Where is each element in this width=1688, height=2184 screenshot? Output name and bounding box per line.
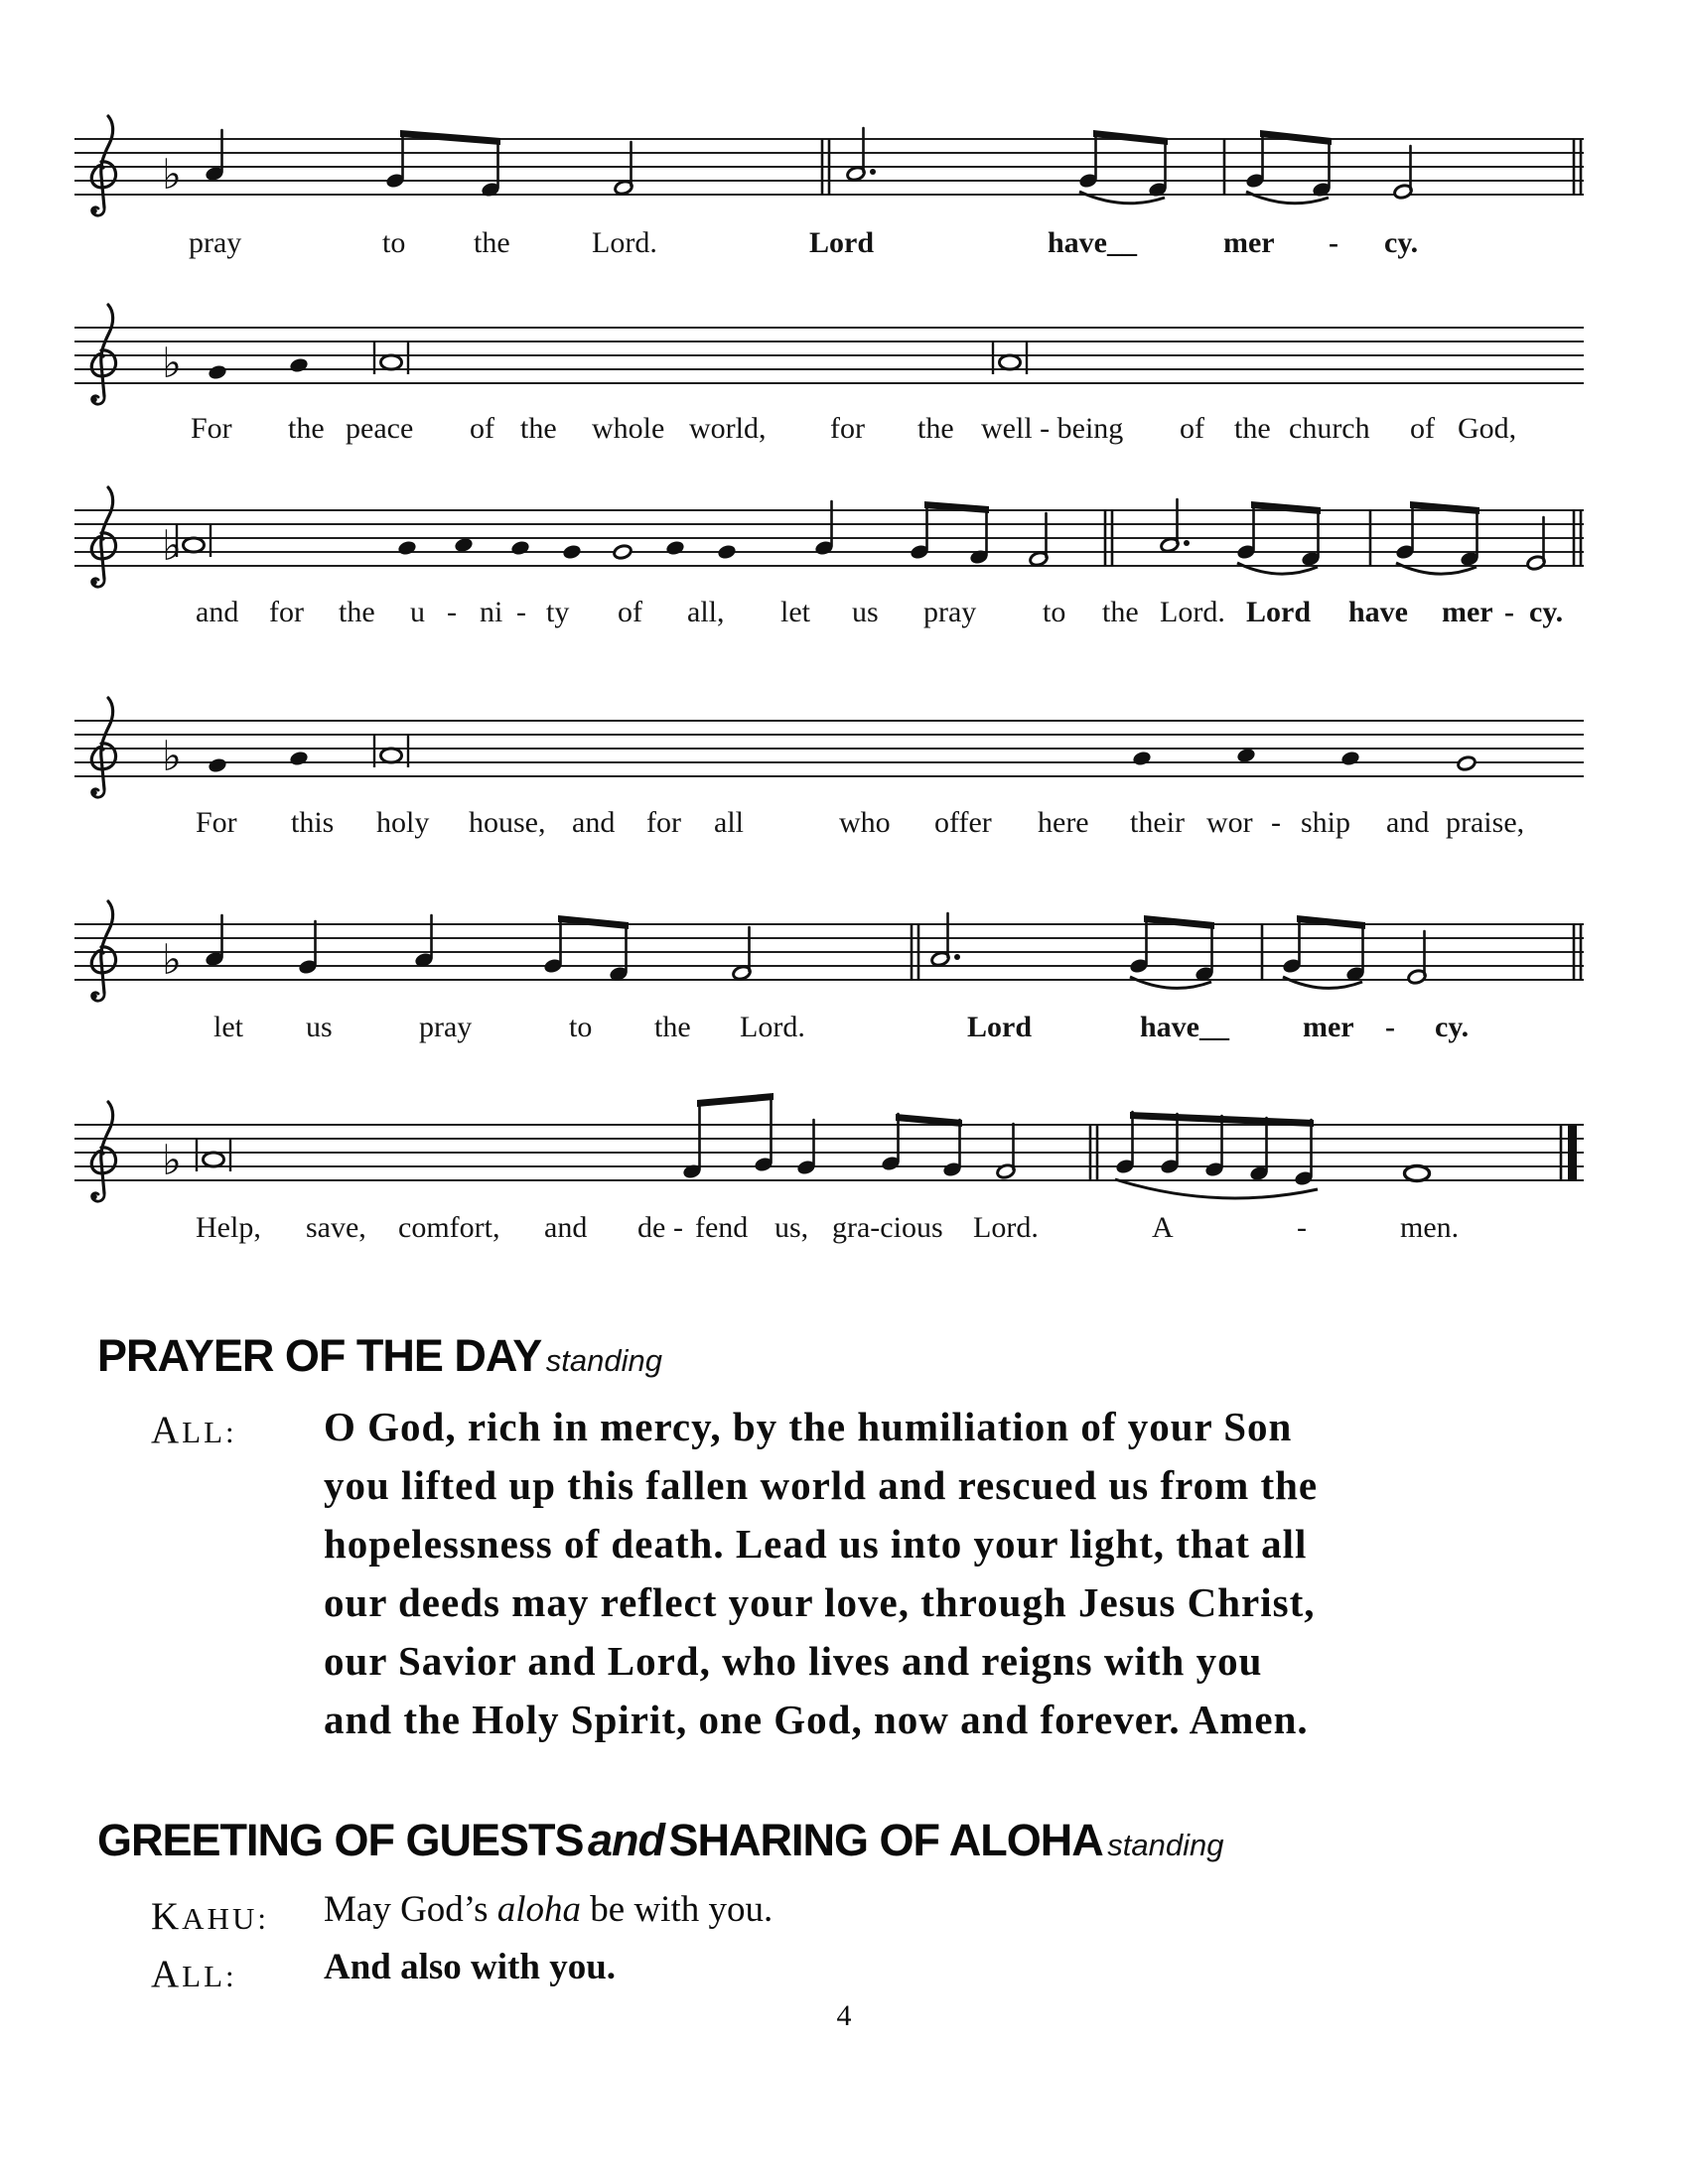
- lyrics-line-6: [0, 1211, 1688, 1253]
- lyric-word: cy.: [1384, 226, 1419, 259]
- lyric-word: house,: [469, 806, 546, 839]
- lyric-word: Lord: [1246, 596, 1312, 628]
- lyric-word: -: [1297, 1211, 1307, 1244]
- lyric-word: all: [714, 806, 744, 839]
- lyrics-line-2: [0, 412, 1688, 454]
- staff-system-5: [74, 880, 1594, 1028]
- lyric-word: -: [1271, 806, 1281, 839]
- lyric-word: -: [1504, 596, 1514, 628]
- lyric-word: of: [470, 412, 494, 445]
- prayer-line: our deeds may reflect your love, through Jesus Christ,: [324, 1579, 1316, 1625]
- lyric-word: their: [1130, 806, 1185, 839]
- lyric-word: -: [1329, 226, 1338, 259]
- lyric-word: us: [306, 1011, 333, 1043]
- all-response-line: And also with you.: [324, 1947, 617, 1987]
- lyric-word: wor: [1206, 806, 1253, 839]
- kahu-line-pre: May God’s: [324, 1889, 497, 1930]
- lyric-word: save,: [306, 1211, 366, 1244]
- lyric-word: ty: [546, 596, 570, 628]
- lyric-word: world,: [689, 412, 767, 445]
- lyric-word: to: [1043, 596, 1066, 628]
- lyric-word: have__: [1140, 1011, 1229, 1043]
- lyric-word: God,: [1458, 412, 1517, 445]
- lyrics-line-1: [0, 226, 1688, 268]
- lyric-word: ni: [480, 596, 503, 628]
- notes-group: [208, 341, 1027, 381]
- staff-system-6: [74, 1080, 1594, 1229]
- lyric-word: peace: [346, 412, 414, 445]
- prayer-rubric: standing: [545, 1343, 662, 1378]
- lyric-word: whole: [592, 412, 665, 445]
- lyric-word: this: [291, 806, 335, 839]
- prayer-title: PRAYER OF THE DAY: [97, 1330, 542, 1381]
- lyric-word: to: [569, 1011, 593, 1043]
- greeting-title-2: SHARING OF ALOHA: [668, 1815, 1103, 1865]
- staff-system-1: [74, 94, 1594, 243]
- lyric-word: well - being: [981, 412, 1124, 445]
- kahu-line: [324, 1888, 773, 1931]
- lyric-word: let: [780, 596, 810, 628]
- kahu-line-aloha: aloha: [496, 1889, 582, 1930]
- lyric-word: pray: [923, 596, 977, 628]
- lyric-word: -: [447, 596, 457, 628]
- lyric-word: cy.: [1529, 596, 1564, 628]
- lyric-word: -: [516, 596, 526, 628]
- lyric-word: all,: [687, 596, 725, 628]
- lyric-word: For: [196, 806, 237, 839]
- lyric-word: the: [520, 412, 557, 445]
- lyric-word: the: [917, 412, 954, 445]
- lyric-word: de: [637, 1211, 666, 1244]
- lyric-word: and: [544, 1211, 588, 1244]
- lyric-word: Lord.: [740, 1011, 805, 1043]
- lyric-word: let: [213, 1011, 243, 1043]
- lyric-word: ship: [1301, 806, 1351, 839]
- lyric-word: and: [572, 806, 616, 839]
- lyric-word: the: [1234, 412, 1271, 445]
- lyric-word: to: [382, 226, 406, 259]
- lyric-word: comfort,: [398, 1211, 500, 1244]
- lyric-word: have__: [1048, 226, 1137, 259]
- lyric-word: of: [1410, 412, 1435, 445]
- prayer-line: hopelessness of death. Lead us into your light, that all: [324, 1521, 1308, 1567]
- lyric-word: the: [1102, 596, 1139, 628]
- lyric-word: pray: [189, 226, 242, 259]
- lyric-word: Lord: [809, 226, 875, 259]
- lyric-word: of: [1180, 412, 1204, 445]
- lyric-word: the: [474, 226, 510, 259]
- section-heading-greeting: [97, 1815, 1223, 1866]
- notes-group: [197, 1093, 1577, 1198]
- staff-system-3: [74, 466, 1594, 614]
- lyric-word: men.: [1400, 1211, 1460, 1244]
- lyric-word: For: [191, 412, 232, 445]
- lyric-word: praise,: [1446, 806, 1525, 839]
- prayer-line: and the Holy Spirit, one God, now and forever. Amen.: [324, 1697, 1309, 1742]
- lyric-word: for: [830, 412, 865, 445]
- lyric-word: -: [1385, 1011, 1395, 1043]
- lyrics-line-3: [0, 596, 1688, 637]
- lyric-word: us: [852, 596, 879, 628]
- lyric-word: mer: [1442, 596, 1493, 628]
- lyric-word: Lord.: [973, 1211, 1039, 1244]
- lyric-word: offer: [934, 806, 992, 839]
- greeting-rubric: standing: [1107, 1828, 1224, 1862]
- speaker-label-kahu: KAHU:: [151, 1895, 269, 1938]
- lyric-word: of: [618, 596, 642, 628]
- lyric-word: here: [1038, 806, 1089, 839]
- section-heading-prayer: [97, 1330, 662, 1382]
- lyric-word: who: [839, 806, 891, 839]
- lyric-word: Lord.: [1160, 596, 1225, 628]
- greeting-title-1: GREETING OF GUESTS: [97, 1815, 584, 1865]
- lyric-word: Lord: [967, 1011, 1033, 1043]
- staff-system-2: [74, 283, 1594, 432]
- lyric-word: Help,: [196, 1211, 261, 1244]
- lyric-word: the: [654, 1011, 691, 1043]
- greeting-title-and: and: [588, 1815, 665, 1865]
- lyrics-line-5: [0, 1011, 1688, 1052]
- lyric-word: the: [288, 412, 325, 445]
- speaker-label-all-2: ALL:: [151, 1953, 237, 1995]
- page-number: 4: [836, 1999, 852, 2032]
- prayer-line: our Savior and Lord, who lives and reigns with you: [324, 1638, 1263, 1684]
- lyric-word: church: [1289, 412, 1370, 445]
- notes-group: [208, 735, 1477, 774]
- lyric-word: have: [1348, 596, 1408, 628]
- lyric-word: mer: [1223, 226, 1275, 259]
- lyric-word: Lord.: [592, 226, 657, 259]
- lyric-word: holy: [376, 806, 430, 839]
- lyric-word: A: [1152, 1211, 1174, 1244]
- lyric-word: and: [1386, 806, 1430, 839]
- prayer-text-block: [324, 1398, 1318, 1749]
- kahu-line-post: be with you.: [581, 1889, 774, 1930]
- lyric-word: -: [673, 1211, 683, 1244]
- lyric-word: cy.: [1435, 1011, 1470, 1043]
- lyric-word: and: [196, 596, 239, 628]
- lyrics-line-4: [0, 806, 1688, 848]
- lyric-word: pray: [419, 1011, 473, 1043]
- lyric-word: fend: [695, 1211, 749, 1244]
- lyric-word: for: [269, 596, 304, 628]
- lyric-word: us,: [774, 1211, 809, 1244]
- staff-system-4: [74, 676, 1594, 825]
- lyric-word: the: [339, 596, 375, 628]
- prayer-line: O God, rich in mercy, by the humiliation of your Son: [324, 1404, 1293, 1449]
- lyric-word: for: [646, 806, 681, 839]
- lyric-word: gra-cious: [832, 1211, 943, 1244]
- lyric-word: u: [410, 596, 425, 628]
- prayer-line: you lifted up this fallen world and rescued us from the: [324, 1462, 1319, 1508]
- lyric-word: mer: [1303, 1011, 1354, 1043]
- speaker-label-all: ALL:: [151, 1409, 237, 1451]
- bulletin-page: ♭ pray to the Lord. Lord have__ mer - cy. For the peace of the whole world, for the well - being of the church of God, and for the u - ni - ty of all, let us pray to the Lord. Lord have mer - cy. For this holy house, and for all who offer here their wor - ship and praise, let us pray to the Lord. Lord have__ mer - cy. Help, save, comfort, and de - fend us, gra-cious Lord. A - men. PRAYER OF THE DAY standing ALL: O God, rich in mercy, by the humiliation of your Son you lifted up this fallen world and rescued us from the hopelessness of death. Lead us into your light, that all our deeds may reflect your love, through Jesus Christ, our Savior and Lord, who lives and reigns with you and the Holy Spirit, one God, now and forever. Amen. GREETING OF GUESTS and SHARING OF ALOHA standing KAHU: May God’s aloha be with you. ALL: And also with you. 4: [0, 0, 1688, 2184]
